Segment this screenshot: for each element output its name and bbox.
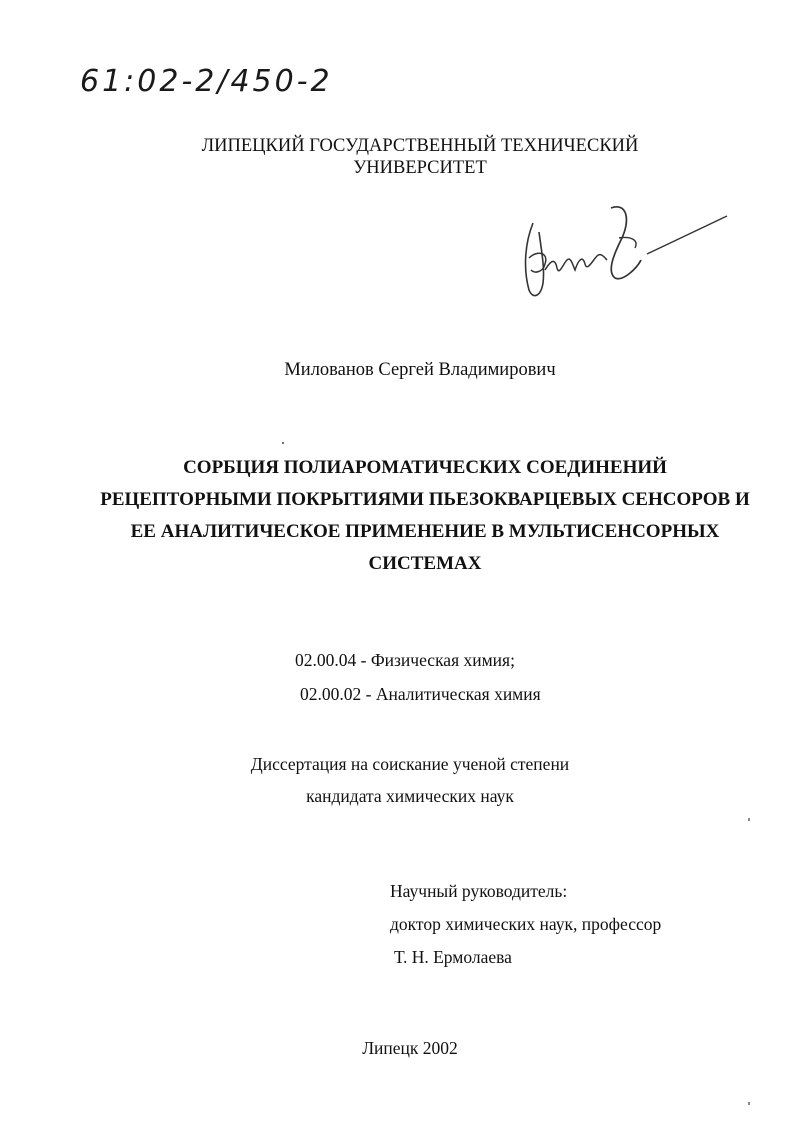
place-and-year: Липецк 2002 [362, 1038, 458, 1058]
supervisor-name: Т. Н. Ермолаева [394, 947, 512, 967]
title-line-2: РЕЦЕПТОРНЫМИ ПОКРЫТИЯМИ ПЬЕЗОКВАРЦЕВЫХ СЕНСОРОВ И [100, 489, 750, 510]
scan-speck [748, 1102, 750, 1105]
degree-line-2: кандидата химических наук [306, 786, 514, 806]
title-line-4: СИСТЕМАХ [368, 553, 482, 574]
supervisor-rank: доктор химических наук, профессор [390, 914, 662, 934]
degree-statement [180, 748, 640, 812]
scientific-supervisor [390, 875, 661, 974]
author-name: Милованов Сергей Владимирович [284, 360, 556, 380]
degree-line-1: Диссертация на соискание ученой степени [250, 754, 570, 774]
university-line-1: ЛИПЕЦКИЙ ГОСУДАРСТВЕННЫЙ ТЕХНИЧЕСКИЙ [201, 136, 639, 156]
specialty-physical-chemistry: 02.00.04 - Физическая химия; [295, 650, 515, 670]
title-line-1: СОРБЦИЯ ПОЛИАРОМАТИЧЕСКИХ СОЕДИНЕНИЙ [183, 457, 667, 478]
scan-speck [748, 818, 750, 821]
university-name [130, 135, 710, 179]
signature-text: Милова [515, 198, 519, 199]
supervisor-label: Научный руководитель: [390, 881, 568, 901]
scan-dot [282, 442, 284, 444]
specialty-analytical-chemistry: 02.00.02 - Аналитическая химия [300, 684, 541, 704]
dissertation-title [70, 452, 780, 580]
handwritten-catalog-number: 61:02-2/450-2 [80, 64, 333, 99]
handwritten-signature-icon [515, 198, 735, 313]
university-line-2: УНИВЕРСИТЕТ [353, 158, 487, 178]
title-line-3: ЕЕ АНАЛИТИЧЕСКОЕ ПРИМЕНЕНИЕ В МУЛЬТИСЕНСОРНЫХ [130, 521, 720, 542]
